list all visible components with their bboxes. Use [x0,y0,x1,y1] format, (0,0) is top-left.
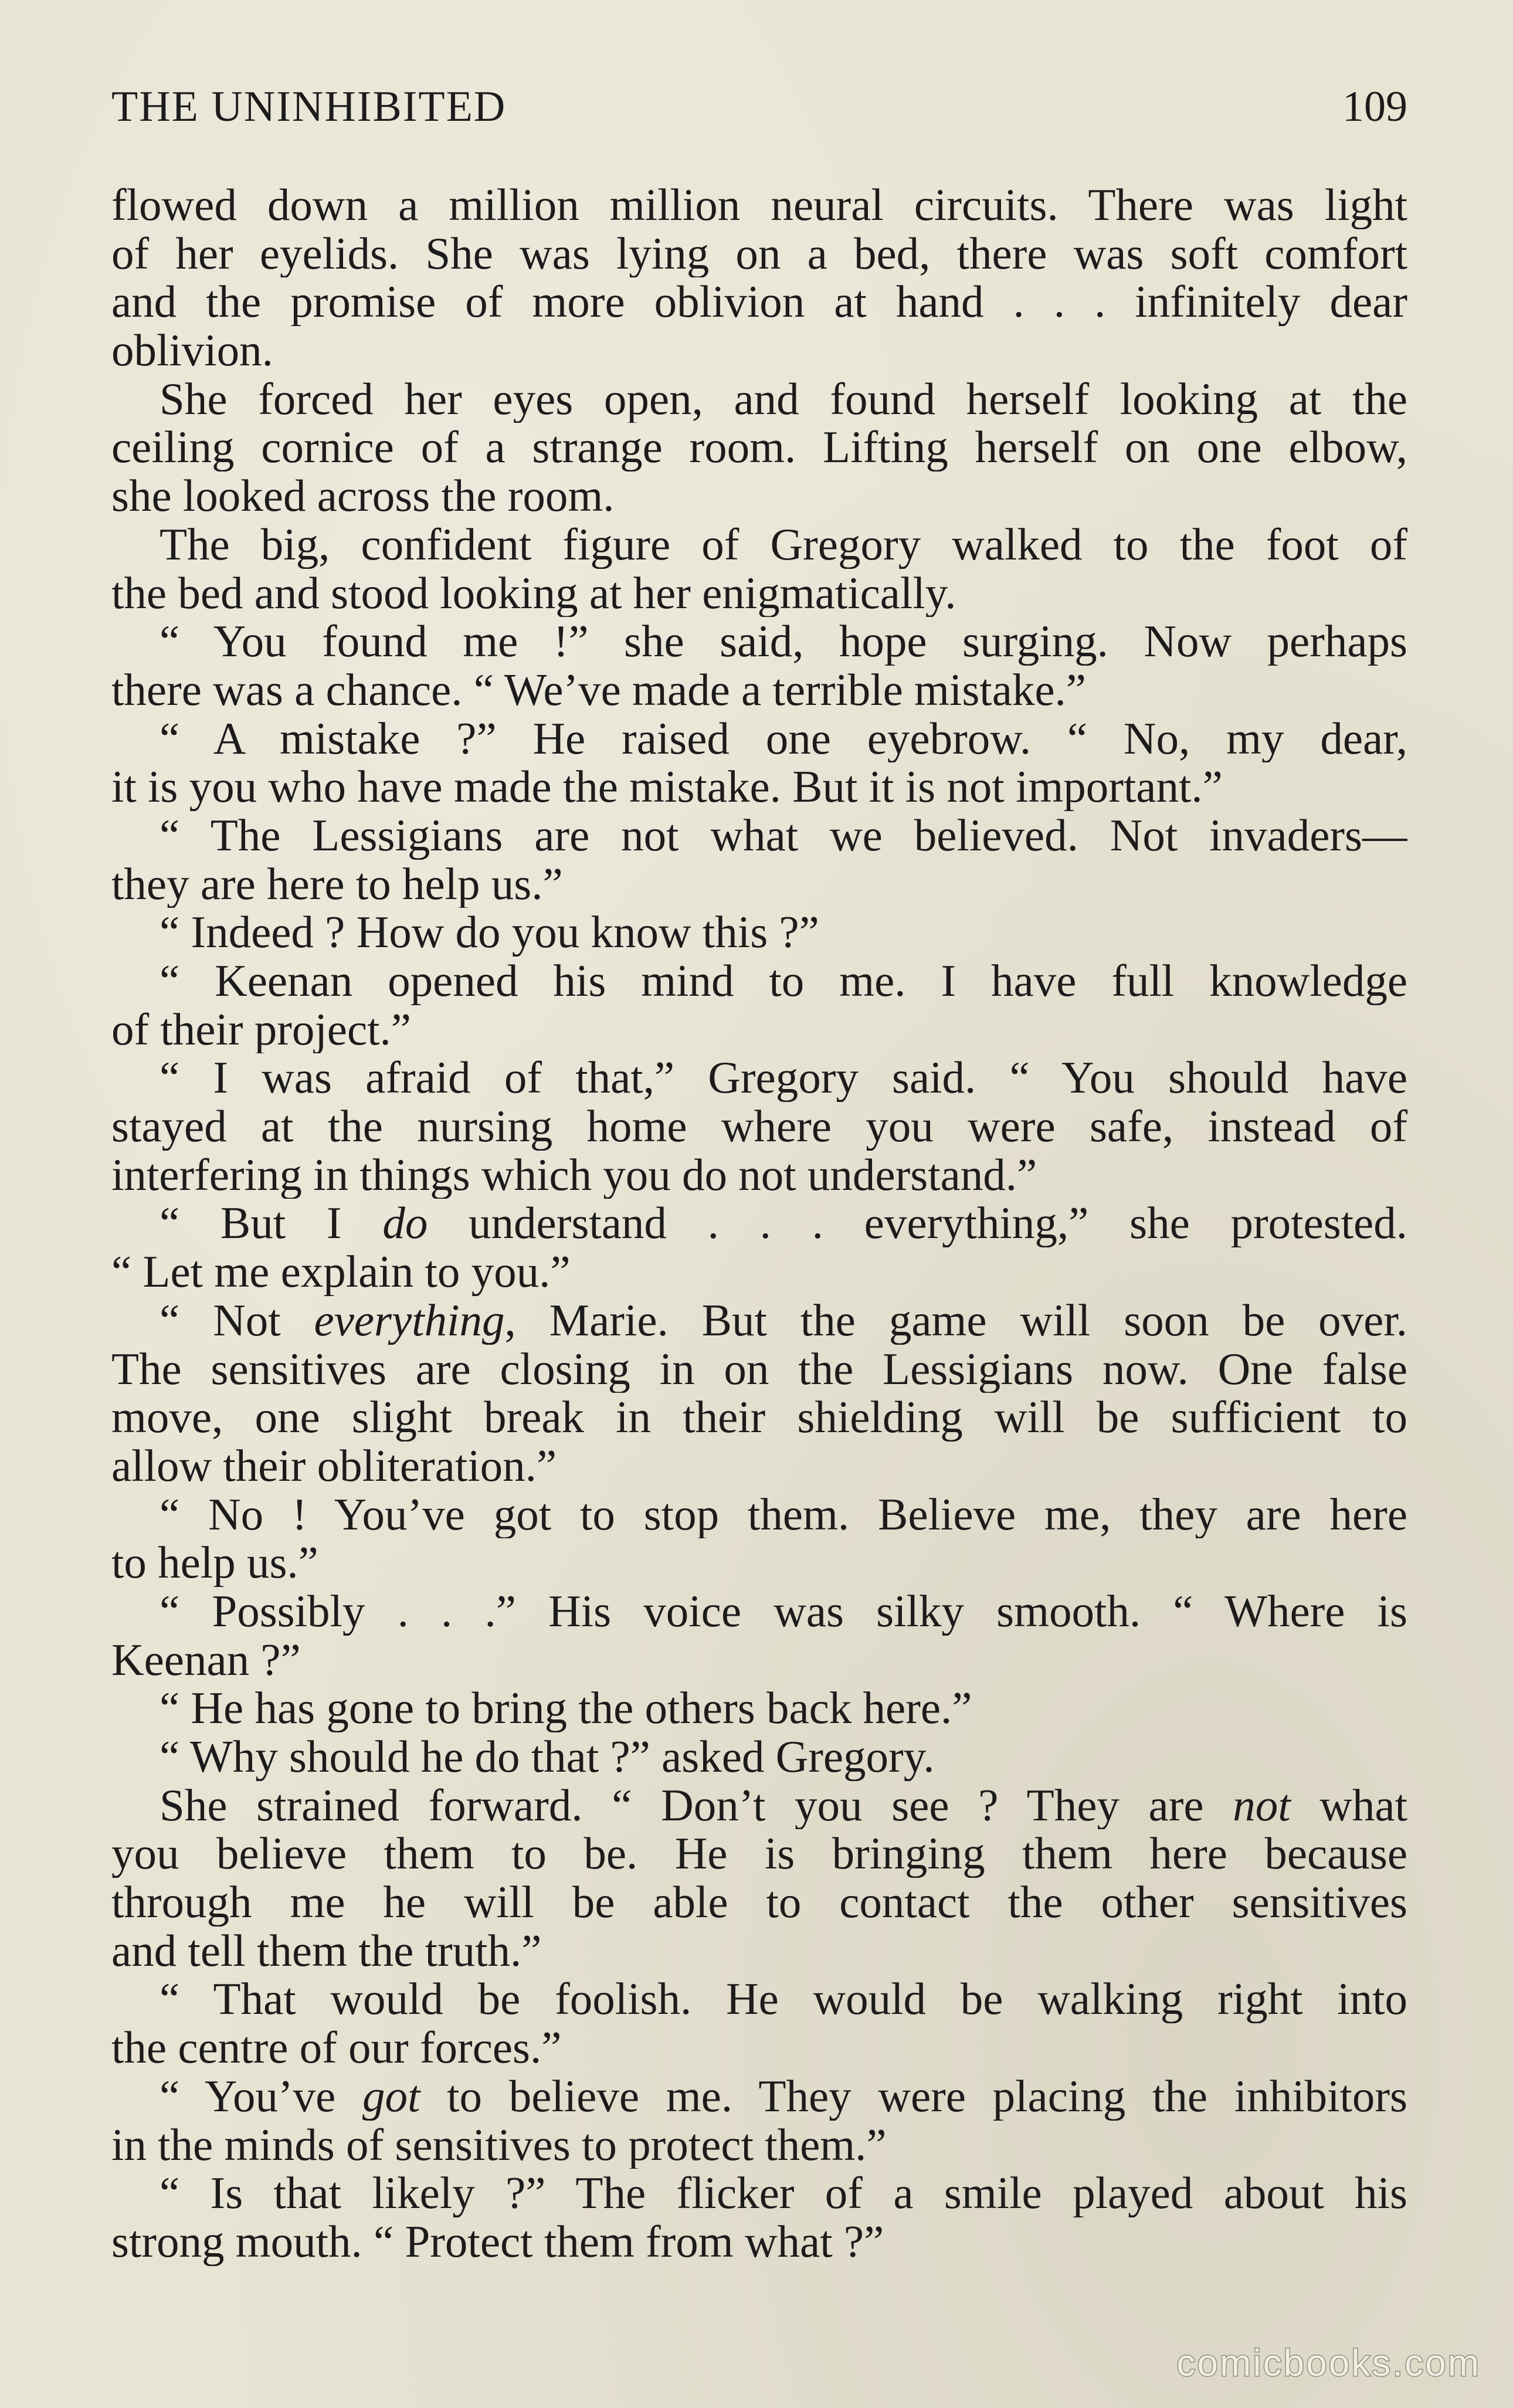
text-line: “ I was afraid of that,” Gregory said. “ You should have [160,1053,1407,1103]
text-line: of her eyelids. She was lying on a bed, there was soft comfort [111,229,1407,278]
text-line: “ Indeed ? How do you know this ?” [160,908,819,957]
text-line: “ Is that likely ?” The flicker of a smile played about his [160,2169,1407,2217]
text-line: “ The Lessigians are not what we believed. Not invaders— [160,810,1407,860]
text-line: strong mouth. “ Protect them from what ?” [111,2217,884,2266]
text-line: and the promise of more oblivion at hand . . . infinitely dear [111,277,1407,327]
text-line: there was a chance. “ We’ve made a terrible mistake.” [111,665,1086,714]
page-number: 109 [1342,83,1407,131]
text-line: The big, confident figure of Gregory walked to the foot of [160,520,1407,569]
text-line: the centre of our forces.” [111,2023,562,2072]
site-watermark: comicbooks.com [1176,2342,1481,2384]
text-line: interfering in things which you do not understand.” [111,1150,1037,1199]
text-line: and tell them the truth.” [111,1926,542,1975]
text-line: the bed and stood looking at her enigmatically. [111,568,956,618]
text-line: “ Why should he do that ?” asked Gregory. [160,1732,935,1781]
text-line: flowed down a million million neural circuits. There was light [111,181,1407,229]
body-text [111,181,1407,2266]
text-line: Keenan ?” [111,1635,301,1684]
text-line: through me he will be able to contact the other sensitives [111,1878,1407,1927]
text-line: “ That would be foolish. He would be walking right into [160,1975,1407,2024]
text-line: allow their obliteration.” [111,1441,557,1490]
text-line: you believe them to be. He is bringing them here because [111,1829,1407,1878]
text-line: move, one slight break in their shielding will be sufficient to [111,1393,1407,1442]
text-line: “ You found me !” she said, hope surging. Now perhaps [160,617,1407,666]
text-line: “ But I do understand . . . everything,” she protested. [160,1199,1407,1248]
text-line: in the minds of sensitives to protect them.” [111,2120,887,2169]
text-line: to help us.” [111,1538,318,1587]
text-line: She strained forward. “ Don’t you see ? They are not what [160,1780,1407,1830]
text-line: “ You’ve got to believe me. They were placing the inhibitors [160,2071,1407,2121]
text-line: “ A mistake ?” He raised one eyebrow. “ No, my dear, [160,714,1407,763]
text-line: “ Keenan opened his mind to me. I have full knowledge [160,957,1407,1005]
text-line: “ He has gone to bring the others back here.” [160,1684,972,1732]
text-line: ceiling cornice of a strange room. Lifting herself on one elbow, [111,423,1407,472]
text-line: “ Not everything, Marie. But the game will soon be over. [160,1295,1407,1345]
text-line: stayed at the nursing home where you were safe, instead of [111,1102,1407,1151]
text-line: it is you who have made the mistake. But it is not important.” [111,762,1223,811]
page-header [111,82,1407,135]
text-line: “ No ! You’ve got to stop them. Believe me, they are here [160,1490,1407,1539]
text-line: oblivion. [111,326,273,375]
text-line: they are here to help us.” [111,859,563,908]
text-line: She forced her eyes open, and found herself looking at the [160,374,1407,423]
text-line: “ Possibly . . .” His voice was silky smooth. “ Where is [160,1586,1407,1636]
text-line: “ Let me explain to you.” [111,1247,571,1296]
text-line: The sensitives are closing in on the Lessigians now. One false [111,1344,1407,1393]
text-line: she looked across the room. [111,472,615,520]
text-line: of their project.” [111,1005,411,1054]
running-head: THE UNINHIBITED [111,83,507,131]
